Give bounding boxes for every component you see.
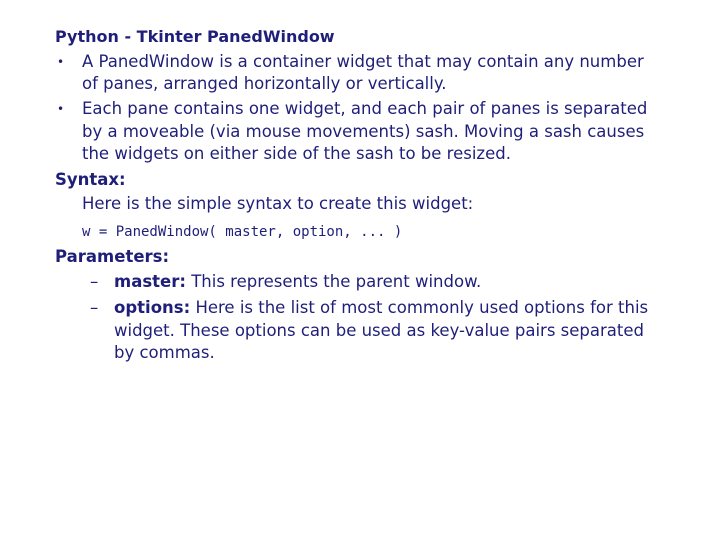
parameters-heading: Parameters: bbox=[55, 247, 170, 266]
parameter-options bbox=[114, 297, 648, 319]
parameter-options-term: options: bbox=[114, 298, 191, 317]
bullet-2-line-1: Each pane contains one widget, and each pair of panes is separated bbox=[82, 99, 648, 118]
slide-title: Python - Tkinter PanedWindow bbox=[55, 27, 335, 46]
parameter-master-desc: This represents the parent window. bbox=[185, 272, 482, 291]
bullet-1-line-2: of panes, arranged horizontally or vertically. bbox=[82, 74, 447, 93]
syntax-heading: Syntax: bbox=[55, 170, 126, 189]
dash-marker: – bbox=[90, 272, 99, 291]
syntax-description: Here is the simple syntax to create this widget: bbox=[82, 194, 474, 213]
dash-marker: – bbox=[90, 298, 99, 317]
parameter-master-term: master: bbox=[114, 272, 186, 291]
parameter-master bbox=[114, 271, 481, 293]
bullet-marker: • bbox=[57, 102, 65, 116]
bullet-marker: • bbox=[57, 55, 65, 69]
bullet-2-line-2: by a moveable (via mouse movements) sash. Moving a sash causes bbox=[82, 122, 645, 141]
parameter-options-desc-line-1: Here is the list of most commonly used options for this bbox=[190, 298, 649, 317]
syntax-code: w = PanedWindow( master, option, ... ) bbox=[82, 224, 403, 240]
parameter-options-desc-line-3: by commas. bbox=[114, 343, 215, 362]
parameter-options-desc-line-2: widget. These options can be used as key-value pairs separated bbox=[114, 321, 644, 340]
bullet-2-line-3: the widgets on either side of the sash to be resized. bbox=[82, 144, 511, 163]
bullet-1-line-1: A PanedWindow is a container widget that may contain any number bbox=[82, 52, 644, 71]
